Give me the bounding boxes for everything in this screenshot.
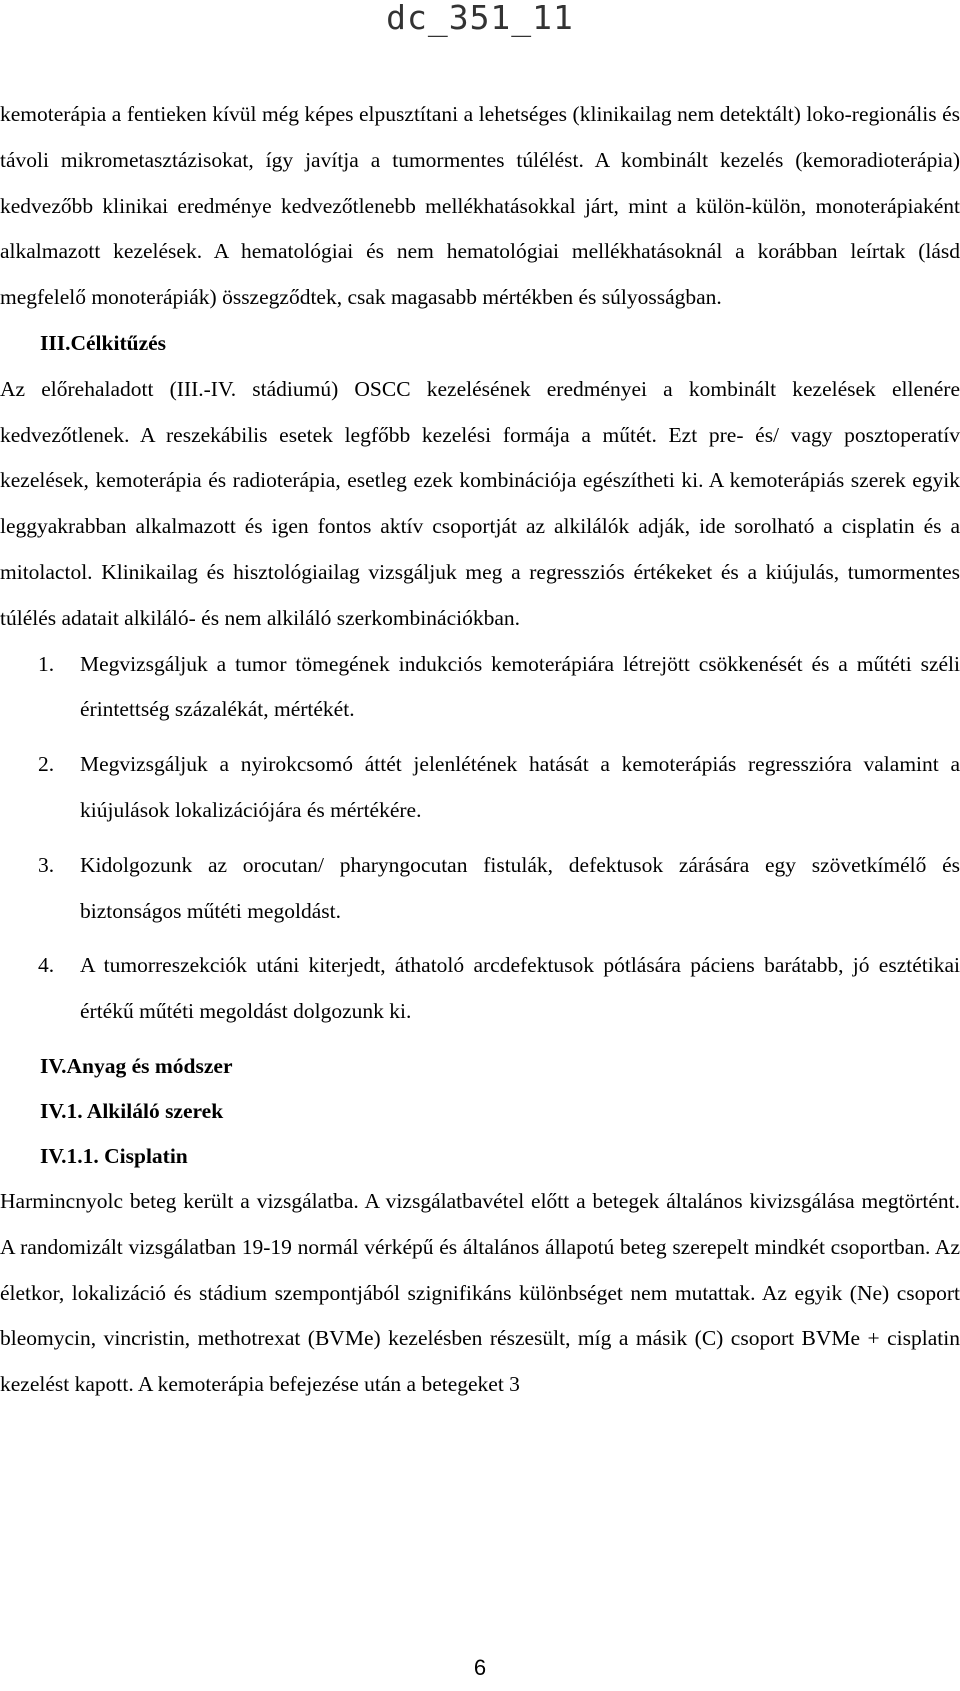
document-body <box>0 92 960 1408</box>
section-title: Anyag és módszer <box>66 1053 233 1078</box>
list-item-number: 3. <box>38 852 55 877</box>
section-number: IV. <box>40 1053 67 1078</box>
list-item-text: A tumorreszekciók utáni kiterjedt, áthatoló arcdefektusok pótlására páciens barátabb, jó esztétikai értékű műtéti megoldást dolgozunk ki. <box>80 953 960 1024</box>
section-heading-materials <box>0 1044 960 1089</box>
list-item-text: Megvizsgáljuk a tumor tömegének indukciós kemoterápiára létrejött csökkenését és a műtéti széli érintettség százalékát, mértékét. <box>80 651 960 722</box>
intro-paragraph: kemoterápia a fentieken kívül még képes elpusztítani a lehetséges (klinikailag nem detektált) loko-regionális és távoli mikrometasztázisokat, így javítja a tumormentes túlélést. A kombinált kezelés (kemoradioterápia) kedvezőbb klinikai eredménye kedvezőtlenebb mellékhatásokkal járt, mint a külön-külön, monoterápiaként alkalmazott kezelések. A hematológiai és nem hematológiai mellékhatásoknál a korábban leírtak (lásd megfelelő monoterápiák) összegződtek, csak magasabb mértékben és súlyosságban. <box>0 102 960 310</box>
list-item <box>0 742 960 834</box>
list-item <box>0 843 960 935</box>
subsection-heading-cisplatin: IV.1.1. Cisplatin <box>40 1143 188 1168</box>
list-item <box>0 943 960 1035</box>
section-number: III. <box>40 330 71 355</box>
list-item-text: Megvizsgáljuk a nyirokcsomó áttét jelenlétének hatását a kemoterápiás regresszióra valamint a kiújulások lokalizációjára és mértékére. <box>80 752 960 822</box>
cisplatin-paragraph: Harmincnyolc beteg került a vizsgálatba. A vizsgálatbavétel előtt a betegek általános kivizsgálása megtörtént. A randomizált vizsgálatban 19-19 normál vérképű és általános állapotú beteg szerepelt mindkét csoportban. Az életkor, lokalizáció és stádium szempontjából szignifikáns különbséget nem mutattak. Az egyik (Ne) csoport bleomycin, vincristin, methotrexat (BVMe) kezelésben részesült, míg a másik (C) csoport BVMe + cisplatin kezelést kapott. A kemoterápia befejezése után a betegeket 3 <box>0 1188 960 1397</box>
list-item-number: 2. <box>38 752 55 777</box>
list-item <box>0 642 960 734</box>
aims-list <box>0 642 960 1035</box>
section-title: Célkitűzés <box>70 330 167 355</box>
section-heading-aims <box>0 321 960 367</box>
list-item-number: 4. <box>38 953 55 978</box>
aims-paragraph: Az előrehaladott (III.-IV. stádiumú) OSCC kezelésének eredményei a kombinált kezelések ellenére kedvezőtlenek. A reszekábilis esetek legfőbb kezelési formája a műtét. Ezt pre- és/ vagy posztoperatív kezelések, kemoterápia és radioterápia, esetleg ezek kombinációja egészítheti ki. A kemoterápiás szerek egyik leggyakrabban alkalmazott és igen fontos aktív csoportját az alkilálók adják, ide sorolható a cisplatin és a mitolactol. Klinikailag és hisztológiailag vizsgáljuk meg a regressziós értékeket és a kiújulás, tumormentes túlélés adatait alkiláló- és nem alkiláló szerkombinációkban. <box>0 376 960 630</box>
document-id: dc_351_11 <box>386 0 574 37</box>
list-item-text: Kidolgozunk az orocutan/ pharyngocutan fistulák, defektusok zárására egy szövetkímélő és biztonságos műtéti megoldást. <box>80 852 960 923</box>
subsection-heading-alkylating: IV.1. Alkiláló szerek <box>40 1098 224 1123</box>
list-item-number: 1. <box>38 651 55 676</box>
page-number: 6 <box>473 1655 487 1680</box>
